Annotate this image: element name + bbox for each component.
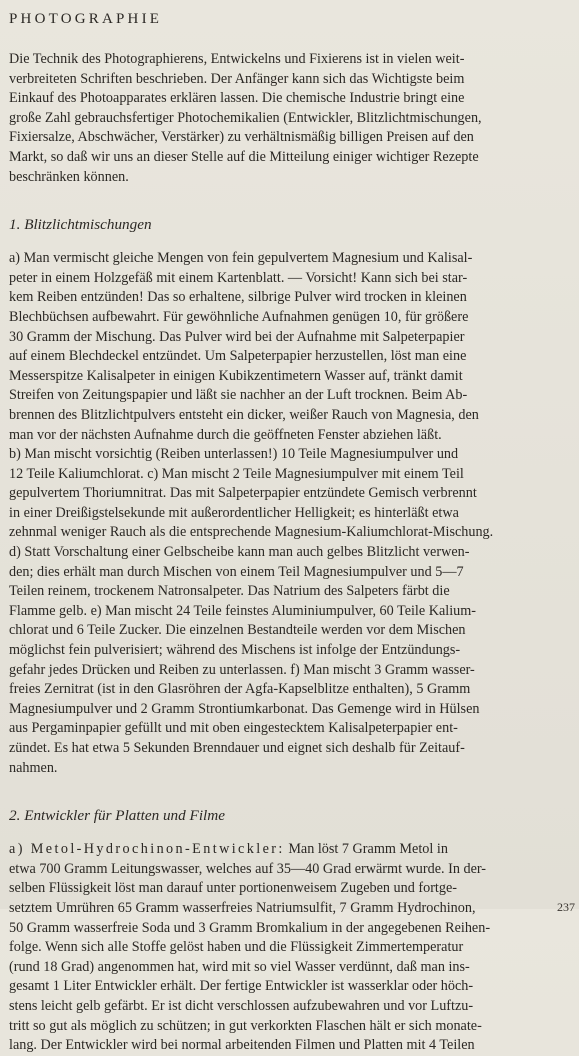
section-body-blitzlicht: a) Man vermischt gleiche Mengen von fein gepulvertem Magnesium und Kalisal- peter in einem Holzgefäß mit einem Kartenblatt. — Vorsicht! Kann sich bei star- kem Reiben entzünden! Das so erhaltene, silbrige Pulver wird trocken in kleinen Blechbüchsen aufbewahrt. Für gewöhnliche Aufnahmen genügen 10, für größere 30 Gramm der Mischung. Das Pulver wird bei der Aufnahme mit Salpeterpapier auf einem Blechdeckel entzündet. Um Salpeterpapier herzustellen, löst man eine Messerspitze Kalisalpeter in einigen Kubikzentimetern Wasser auf, tränkt damit Streifen von Zeitungspapier und läßt sie nachher an der Luft trocknen. Beim Ab- brennen des Blitzlichtpulvers entsteht ein dicker, weißer Rauch von Magnesia, den man vor der nächsten Aufnahme durch die geöffneten Fenster abziehen läßt. b) Man mischt vorsichtig (Reiben unterlassen!) 10 Teile Magnesiumpulver und 12 Teile Kaliumchlorat. c) Man mischt 2 Teile Magnesiumpulver mit einem Teil gepulvertem Thoriumnitrat. Das mit Salpeterpapier entzündete Gemisch verbrennt in einer Dreißigstelsekunde mit außerordentlicher Helligkeit; es hinterläßt etwa zehnmal weniger Rauch als die entsprechende Magnesium-Kaliumchlorat-Mischung. d) Statt Vorschaltung einer Gelbscheibe kann man auch gelbes Blitzlicht verwen- den; dies erhält man durch Mischen von einem Teil Magnesiumpulver und 5—7 Teilen reinem, trockenem Natronsalpeter. Das Natrium des Salpeters färbt die Flamme gelb. e) Man mischt 24 Teile feinstes Aluminiumpulver, 60 Teile Kalium- chlorat und 6 Teile Zucker. Die einzelnen Bestandteile werden vor dem Mischen möglichst fein pulverisiert; während des Mischens ist infolge der Entzündungs- gefahr jedes Drücken und Reiben zu unterlassen. f) Man mischt 3 Gramm wasser- freies Zernitrat (ist in den Glasröhren der Agfa-Kapselblitze enthalten), 5 Gramm Magnesiumpulver und 2 Gramm Strontiumkarbonat. Das Gemenge wird in Hülsen aus Pergaminpapier gefüllt und mit oben eingestecktem Kalisalpeterpapier ent- zündet. Es hat etwa 5 Sekunden Brenndauer und eignet sich deshalb für Zeitauf- nahmen. xyxy=(9,250,494,776)
running-head: PHOTOGRAPHIE xyxy=(9,11,163,27)
entwickler-text: Man löst 7 Gramm Metol in etwa 700 Gramm Leitungswasser, welches auf 35—40 Grad erwärmt wurde. In der- selben Flüssigkeit löst man darauf unter portionenweisem Zugeben und fortge- setztem Umrühren 65 Gramm wasserfreies Natriumsulfit, 7 Gramm Hydrochinon, 50 Gramm wasserfreie Soda und 3 Gramm Bromkalium in der angegebenen Reihen- folge. Wenn sich alle Stoffe gelöst haben und die Flüssigkeit Zimmertemperatur (rund 18 Grad) angenommen hat, wird mit so viel Wasser verdünnt, daß man ins- gesamt 1 Liter Entwickler erhält. Der fertige Entwickler ist wasserklar oder höch- stens leicht gelb gefärbt. Er ist dicht verschlossen aufzubewahren und vor Luftzu- tritt so gut als möglich zu schützen; in gut verkorkten Flaschen hält er sich monate- lang. Der Entwickler wird bei normal arbeitenden Filmen und Platten mit 4 Teilen xyxy=(9,841,491,1054)
section-heading-blitzlicht: 1. Blitzlichtmischungen xyxy=(9,216,152,234)
intro-paragraph: Die Technik des Photographierens, Entwickelns und Fixierens ist in vielen weit- verbreiteten Schriften beschrieben. Der Anfänger kann sich das Wichtigste beim Einkauf des Photoapparates erklären lassen. Die chemische Industrie bringt eine große Zahl gebrauchsfertiger Photochemikalien (Entwickler, Blitzlichtmischungen, Fixiersalze, Abschwächer, Verstärker) zu verhältnismäßig billigen Preisen auf den Markt, so daß wir uns an dieser Stelle auf die Mitteilung einiger wichtiger Rezepte beschränken können. xyxy=(9,51,482,185)
section-body-entwickler xyxy=(9,840,565,1056)
section-heading-entwickler: 2. Entwickler für Platten und Filme xyxy=(9,807,225,825)
entwickler-lead: a) Metol-Hydrochinon-Entwickler: xyxy=(9,841,285,858)
page-number: 237 xyxy=(557,900,575,914)
